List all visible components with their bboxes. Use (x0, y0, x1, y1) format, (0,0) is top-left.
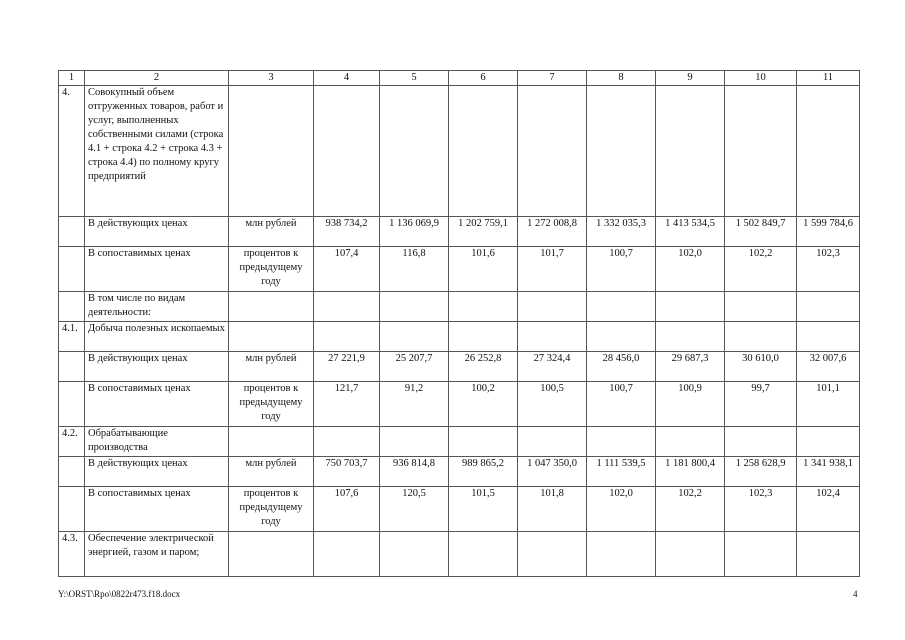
value-cell: 27 324,4 (518, 352, 587, 382)
table-row (59, 292, 860, 322)
column-number-2: 2 (85, 71, 229, 86)
table-row (59, 247, 860, 292)
indicator-name: Совокупный объем отгруженных товаров, работ и услуг, выполненных собственными силами (строка 4.1 + строка 4.2 + строка 4.3 + строка 4.4) по полному кругу предприятий (85, 86, 229, 217)
value-cell (725, 532, 797, 577)
value-cell: 91,2 (380, 382, 449, 427)
value-cell: 102,3 (797, 247, 860, 292)
indicator-name: В сопоставимых ценах (85, 247, 229, 292)
row-number (59, 292, 85, 322)
document-path: Y:\ORST\Rpo\0822r473.f18.docx (58, 589, 181, 599)
value-cell: 29 687,3 (656, 352, 725, 382)
value-cell: 100,7 (587, 382, 656, 427)
table-row (59, 427, 860, 457)
table-row (59, 352, 860, 382)
value-cell (449, 86, 518, 217)
value-cell: 102,3 (725, 487, 797, 532)
value-cell: 107,6 (314, 487, 380, 532)
value-cell: 102,4 (797, 487, 860, 532)
column-number-9: 9 (656, 71, 725, 86)
row-number: 4.3. (59, 532, 85, 577)
unit-of-measure (229, 427, 314, 457)
value-cell: 989 865,2 (449, 457, 518, 487)
column-number-3: 3 (229, 71, 314, 86)
value-cell (725, 322, 797, 352)
value-cell: 25 207,7 (380, 352, 449, 382)
value-cell (797, 292, 860, 322)
row-number (59, 352, 85, 382)
indicator-name: В действующих ценах (85, 457, 229, 487)
value-cell (587, 322, 656, 352)
value-cell: 100,2 (449, 382, 518, 427)
value-cell: 100,5 (518, 382, 587, 427)
value-cell (314, 292, 380, 322)
value-cell (587, 292, 656, 322)
page-number: 4 (853, 589, 858, 599)
value-cell: 102,2 (656, 487, 725, 532)
value-cell: 936 814,8 (380, 457, 449, 487)
value-cell: 1 272 008,8 (518, 217, 587, 247)
value-cell: 1 202 759,1 (449, 217, 518, 247)
value-cell (449, 427, 518, 457)
value-cell (518, 427, 587, 457)
unit-of-measure: процентов к предыдущему году (229, 382, 314, 427)
value-cell: 750 703,7 (314, 457, 380, 487)
value-cell (797, 427, 860, 457)
value-cell: 101,1 (797, 382, 860, 427)
value-cell: 26 252,8 (449, 352, 518, 382)
value-cell: 1 413 534,5 (656, 217, 725, 247)
row-number (59, 457, 85, 487)
table-row (59, 457, 860, 487)
value-cell: 102,0 (587, 487, 656, 532)
value-cell (380, 86, 449, 217)
value-cell: 116,8 (380, 247, 449, 292)
value-cell (380, 532, 449, 577)
value-cell: 121,7 (314, 382, 380, 427)
indicator-name: В сопоставимых ценах (85, 487, 229, 532)
value-cell (725, 427, 797, 457)
value-cell: 102,2 (725, 247, 797, 292)
table-row (59, 86, 860, 217)
value-cell (380, 427, 449, 457)
indicator-name: В действующих ценах (85, 217, 229, 247)
value-cell (380, 292, 449, 322)
value-cell: 102,0 (656, 247, 725, 292)
value-cell (656, 322, 725, 352)
table-header-row (59, 71, 860, 86)
value-cell (518, 292, 587, 322)
value-cell: 1 047 350,0 (518, 457, 587, 487)
row-number (59, 487, 85, 532)
unit-of-measure: млн рублей (229, 217, 314, 247)
value-cell (725, 86, 797, 217)
unit-of-measure (229, 532, 314, 577)
column-number-7: 7 (518, 71, 587, 86)
column-number-8: 8 (587, 71, 656, 86)
column-number-11: 11 (797, 71, 860, 86)
indicator-name: Добыча полезных ископаемых (85, 322, 229, 352)
value-cell: 1 258 628,9 (725, 457, 797, 487)
data-table (58, 70, 860, 577)
row-number (59, 247, 85, 292)
indicator-name: В действующих ценах (85, 352, 229, 382)
value-cell (797, 532, 860, 577)
value-cell (656, 86, 725, 217)
value-cell: 27 221,9 (314, 352, 380, 382)
value-cell: 101,8 (518, 487, 587, 532)
indicator-name: В сопоставимых ценах (85, 382, 229, 427)
value-cell: 1 181 800,4 (656, 457, 725, 487)
value-cell (314, 322, 380, 352)
indicator-name: В том числе по видам деятельности: (85, 292, 229, 322)
value-cell: 30 610,0 (725, 352, 797, 382)
column-number-6: 6 (449, 71, 518, 86)
value-cell: 120,5 (380, 487, 449, 532)
column-number-5: 5 (380, 71, 449, 86)
value-cell (656, 532, 725, 577)
value-cell: 1 136 069,9 (380, 217, 449, 247)
value-cell (518, 86, 587, 217)
value-cell: 101,5 (449, 487, 518, 532)
indicator-name: Обрабатывающие производства (85, 427, 229, 457)
value-cell: 1 599 784,6 (797, 217, 860, 247)
value-cell: 100,7 (587, 247, 656, 292)
value-cell (314, 86, 380, 217)
value-cell: 1 332 035,3 (587, 217, 656, 247)
row-number: 4.1. (59, 322, 85, 352)
value-cell (449, 532, 518, 577)
table-row (59, 322, 860, 352)
unit-of-measure: процентов к предыдущему году (229, 487, 314, 532)
value-cell (587, 427, 656, 457)
row-number (59, 217, 85, 247)
value-cell: 100,9 (656, 382, 725, 427)
table-row (59, 487, 860, 532)
table-row (59, 382, 860, 427)
value-cell: 99,7 (725, 382, 797, 427)
value-cell: 101,7 (518, 247, 587, 292)
value-cell (725, 292, 797, 322)
unit-of-measure (229, 292, 314, 322)
column-number-4: 4 (314, 71, 380, 86)
value-cell (380, 322, 449, 352)
value-cell: 28 456,0 (587, 352, 656, 382)
value-cell (587, 532, 656, 577)
row-number (59, 382, 85, 427)
value-cell (797, 86, 860, 217)
value-cell: 1 502 849,7 (725, 217, 797, 247)
value-cell: 32 007,6 (797, 352, 860, 382)
row-number: 4. (59, 86, 85, 217)
value-cell (449, 292, 518, 322)
table-row (59, 532, 860, 577)
unit-of-measure (229, 86, 314, 217)
unit-of-measure: млн рублей (229, 457, 314, 487)
column-number-10: 10 (725, 71, 797, 86)
value-cell (314, 532, 380, 577)
value-cell: 1 111 539,5 (587, 457, 656, 487)
value-cell (518, 532, 587, 577)
column-number-1: 1 (59, 71, 85, 86)
indicator-name: Обеспечение электрической энергией, газом и паром; (85, 532, 229, 577)
unit-of-measure (229, 322, 314, 352)
table-row (59, 217, 860, 247)
value-cell: 101,6 (449, 247, 518, 292)
value-cell: 938 734,2 (314, 217, 380, 247)
value-cell (449, 322, 518, 352)
value-cell (797, 322, 860, 352)
unit-of-measure: млн рублей (229, 352, 314, 382)
value-cell (314, 427, 380, 457)
value-cell: 107,4 (314, 247, 380, 292)
value-cell (518, 322, 587, 352)
value-cell (656, 292, 725, 322)
value-cell: 1 341 938,1 (797, 457, 860, 487)
row-number: 4.2. (59, 427, 85, 457)
value-cell (587, 86, 656, 217)
value-cell (656, 427, 725, 457)
unit-of-measure: процентов к предыдущему году (229, 247, 314, 292)
